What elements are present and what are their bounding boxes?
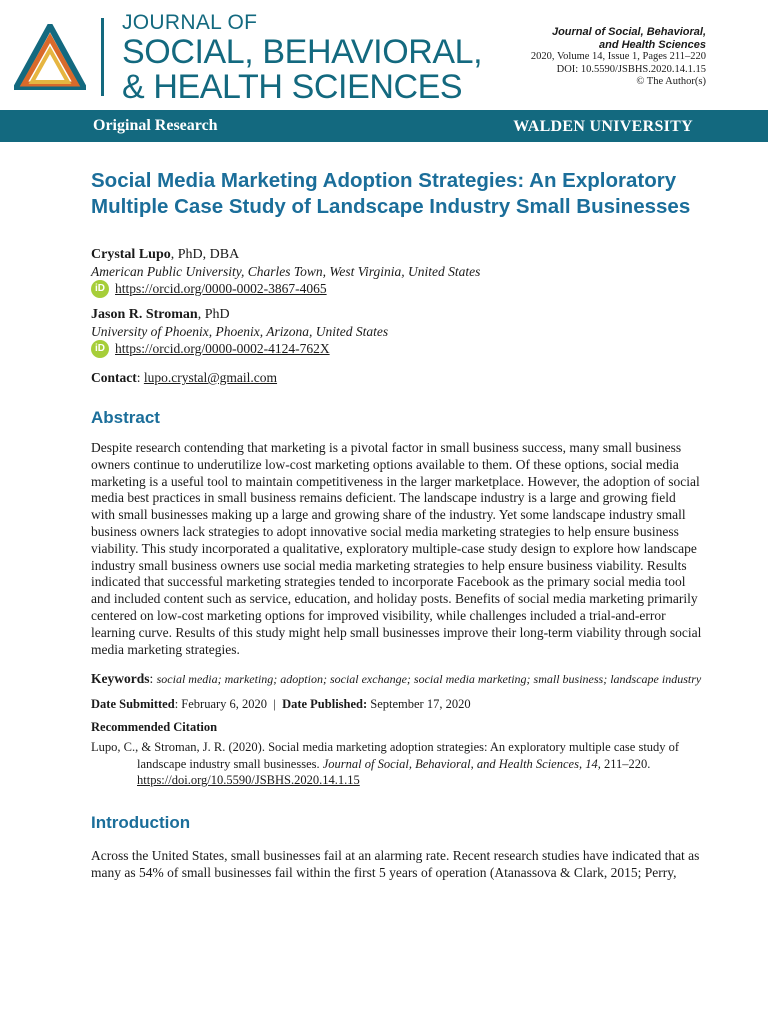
section-banner xyxy=(0,110,768,142)
publication-meta xyxy=(531,26,706,89)
citation-journal: Journal of Social, Behavioral, and Health Sciences, 14, xyxy=(322,756,601,771)
author-2-name: Jason R. Stroman xyxy=(91,307,198,322)
keywords-label: Keywords xyxy=(91,671,150,687)
citation-text: Lupo, C., & Stroman, J. R. (2020). Social media marketing adoption strategies: An exploratory multiple case study of landscape industry small businesses. xyxy=(91,740,680,771)
citation-doi-link[interactable]: https://doi.org/10.5590/JSBHS.2020.14.1.15 xyxy=(137,773,360,788)
dates: Date Submitted: February 6, 2020 | Date Published: September 17, 2020 xyxy=(91,697,471,712)
author-2-degrees: , PhD xyxy=(197,307,230,322)
article-content xyxy=(91,168,703,881)
contact-email-link[interactable]: lupo.crystal@gmail.com xyxy=(143,370,278,385)
author-1-name: Crystal Lupo xyxy=(91,247,171,262)
meta-journal-title-2: and Health Sciences xyxy=(599,38,706,51)
contact-label: Contact xyxy=(91,370,137,385)
introduction-text: Across the United States, small businesses fail at an alarming rate. Recent research studies have indicated that as many as 54% of small businesses fail within the first 5 years of operation (Atanassova & Clark, 2015; Perry, xyxy=(91,847,700,880)
article-title: Social Media Marketing Adoption Strategies: An Exploratory Multiple Case Study of Landscape Industry Small Businesses xyxy=(91,169,691,218)
keywords-list: social media; marketing; adoption; social exchange; social media marketing; small business; landscape industry xyxy=(156,672,702,687)
author-2 xyxy=(91,306,703,324)
author-2-orcid-link[interactable]: https://orcid.org/0000-0002-4124-762X xyxy=(115,341,330,356)
contact-line: Contact: lupo.crystal@gmail.com xyxy=(91,370,278,385)
abstract-heading: Abstract xyxy=(91,408,160,427)
author-1-affiliation: American Public University, Charles Town, West Virginia, United States xyxy=(91,264,481,279)
date-submitted: February 6, 2020 xyxy=(181,697,268,712)
publisher-name: WALDEN UNIVERSITY xyxy=(513,118,693,135)
journal-name-line2: SOCIAL, BEHAVIORAL, xyxy=(122,33,483,71)
journal-name xyxy=(122,12,482,104)
meta-journal-title-1: Journal of Social, Behavioral, xyxy=(551,26,706,38)
orcid-icon: iD xyxy=(91,280,109,298)
author-1-orcid-link[interactable]: https://orcid.org/0000-0002-3867-4065 xyxy=(115,281,327,296)
article-type: Original Research xyxy=(93,117,218,134)
meta-doi: DOI: 10.5590/JSBHS.2020.14.1.15 xyxy=(556,63,706,75)
journal-name-line3: & HEALTH SCIENCES xyxy=(122,68,463,106)
logo-divider xyxy=(101,18,104,96)
date-published: September 17, 2020 xyxy=(370,697,471,712)
author-2-affiliation: University of Phoenix, Phoenix, Arizona, United States xyxy=(91,324,389,339)
date-published-label: Date Published: xyxy=(282,697,368,712)
meta-copyright: © The Author(s) xyxy=(636,76,706,87)
abstract-text: Despite research contending that marketing is a pivotal factor in small business success, many small business owners continue to underutilize low-cost marketing options available to them. Of these options, social media marketing is a useful tool to maintain competitiveness in the larger marketplace. However, the adoption of social media best practices in small business remains deficient. The landscape industry is a large and growing field with small businesses making up a large and growing share of the industry. Yet some landscape industry small business owners lack strategies to adopt innovative social media marketing strategies to help ensure business viability. This study incorporated a qualitative, exploratory multiple-case study design to explore how landscape industry small business owners use social media marketing strategies to help ensure business viability. Results indicated that successful marketing strategies tended to incorporate Facebook as the primary social media tool and included content such as service, education, and holiday posts. Benefits of social media marketing primarily centered on low-cost marketing options for improved visibility, while challenges included a trial-and-error learning curve. Results of this study might help small businesses improve their long-term viability through social media marketing strategies. xyxy=(91,440,702,657)
orcid-icon: iD xyxy=(91,340,109,358)
author-1-degrees: , PhD, DBA xyxy=(170,247,240,262)
author-1-orcid xyxy=(91,280,703,298)
meta-volume: 2020, Volume 14, Issue 1, Pages 211–220 xyxy=(530,51,706,62)
author-1 xyxy=(91,246,703,264)
author-2-orcid xyxy=(91,340,703,358)
journal-logo xyxy=(14,24,86,90)
journal-name-line1: JOURNAL OF xyxy=(122,11,258,34)
recommended-citation-heading: Recommended Citation xyxy=(91,720,218,735)
date-submitted-label: Date Submitted xyxy=(91,697,175,712)
keywords: Keywords: social media; marketing; adoption; social exchange; social media marketing; small business; landscape industry xyxy=(91,671,702,687)
citation xyxy=(91,739,703,789)
citation-pages: 211–220. xyxy=(603,756,651,771)
introduction-heading: Introduction xyxy=(91,812,191,832)
